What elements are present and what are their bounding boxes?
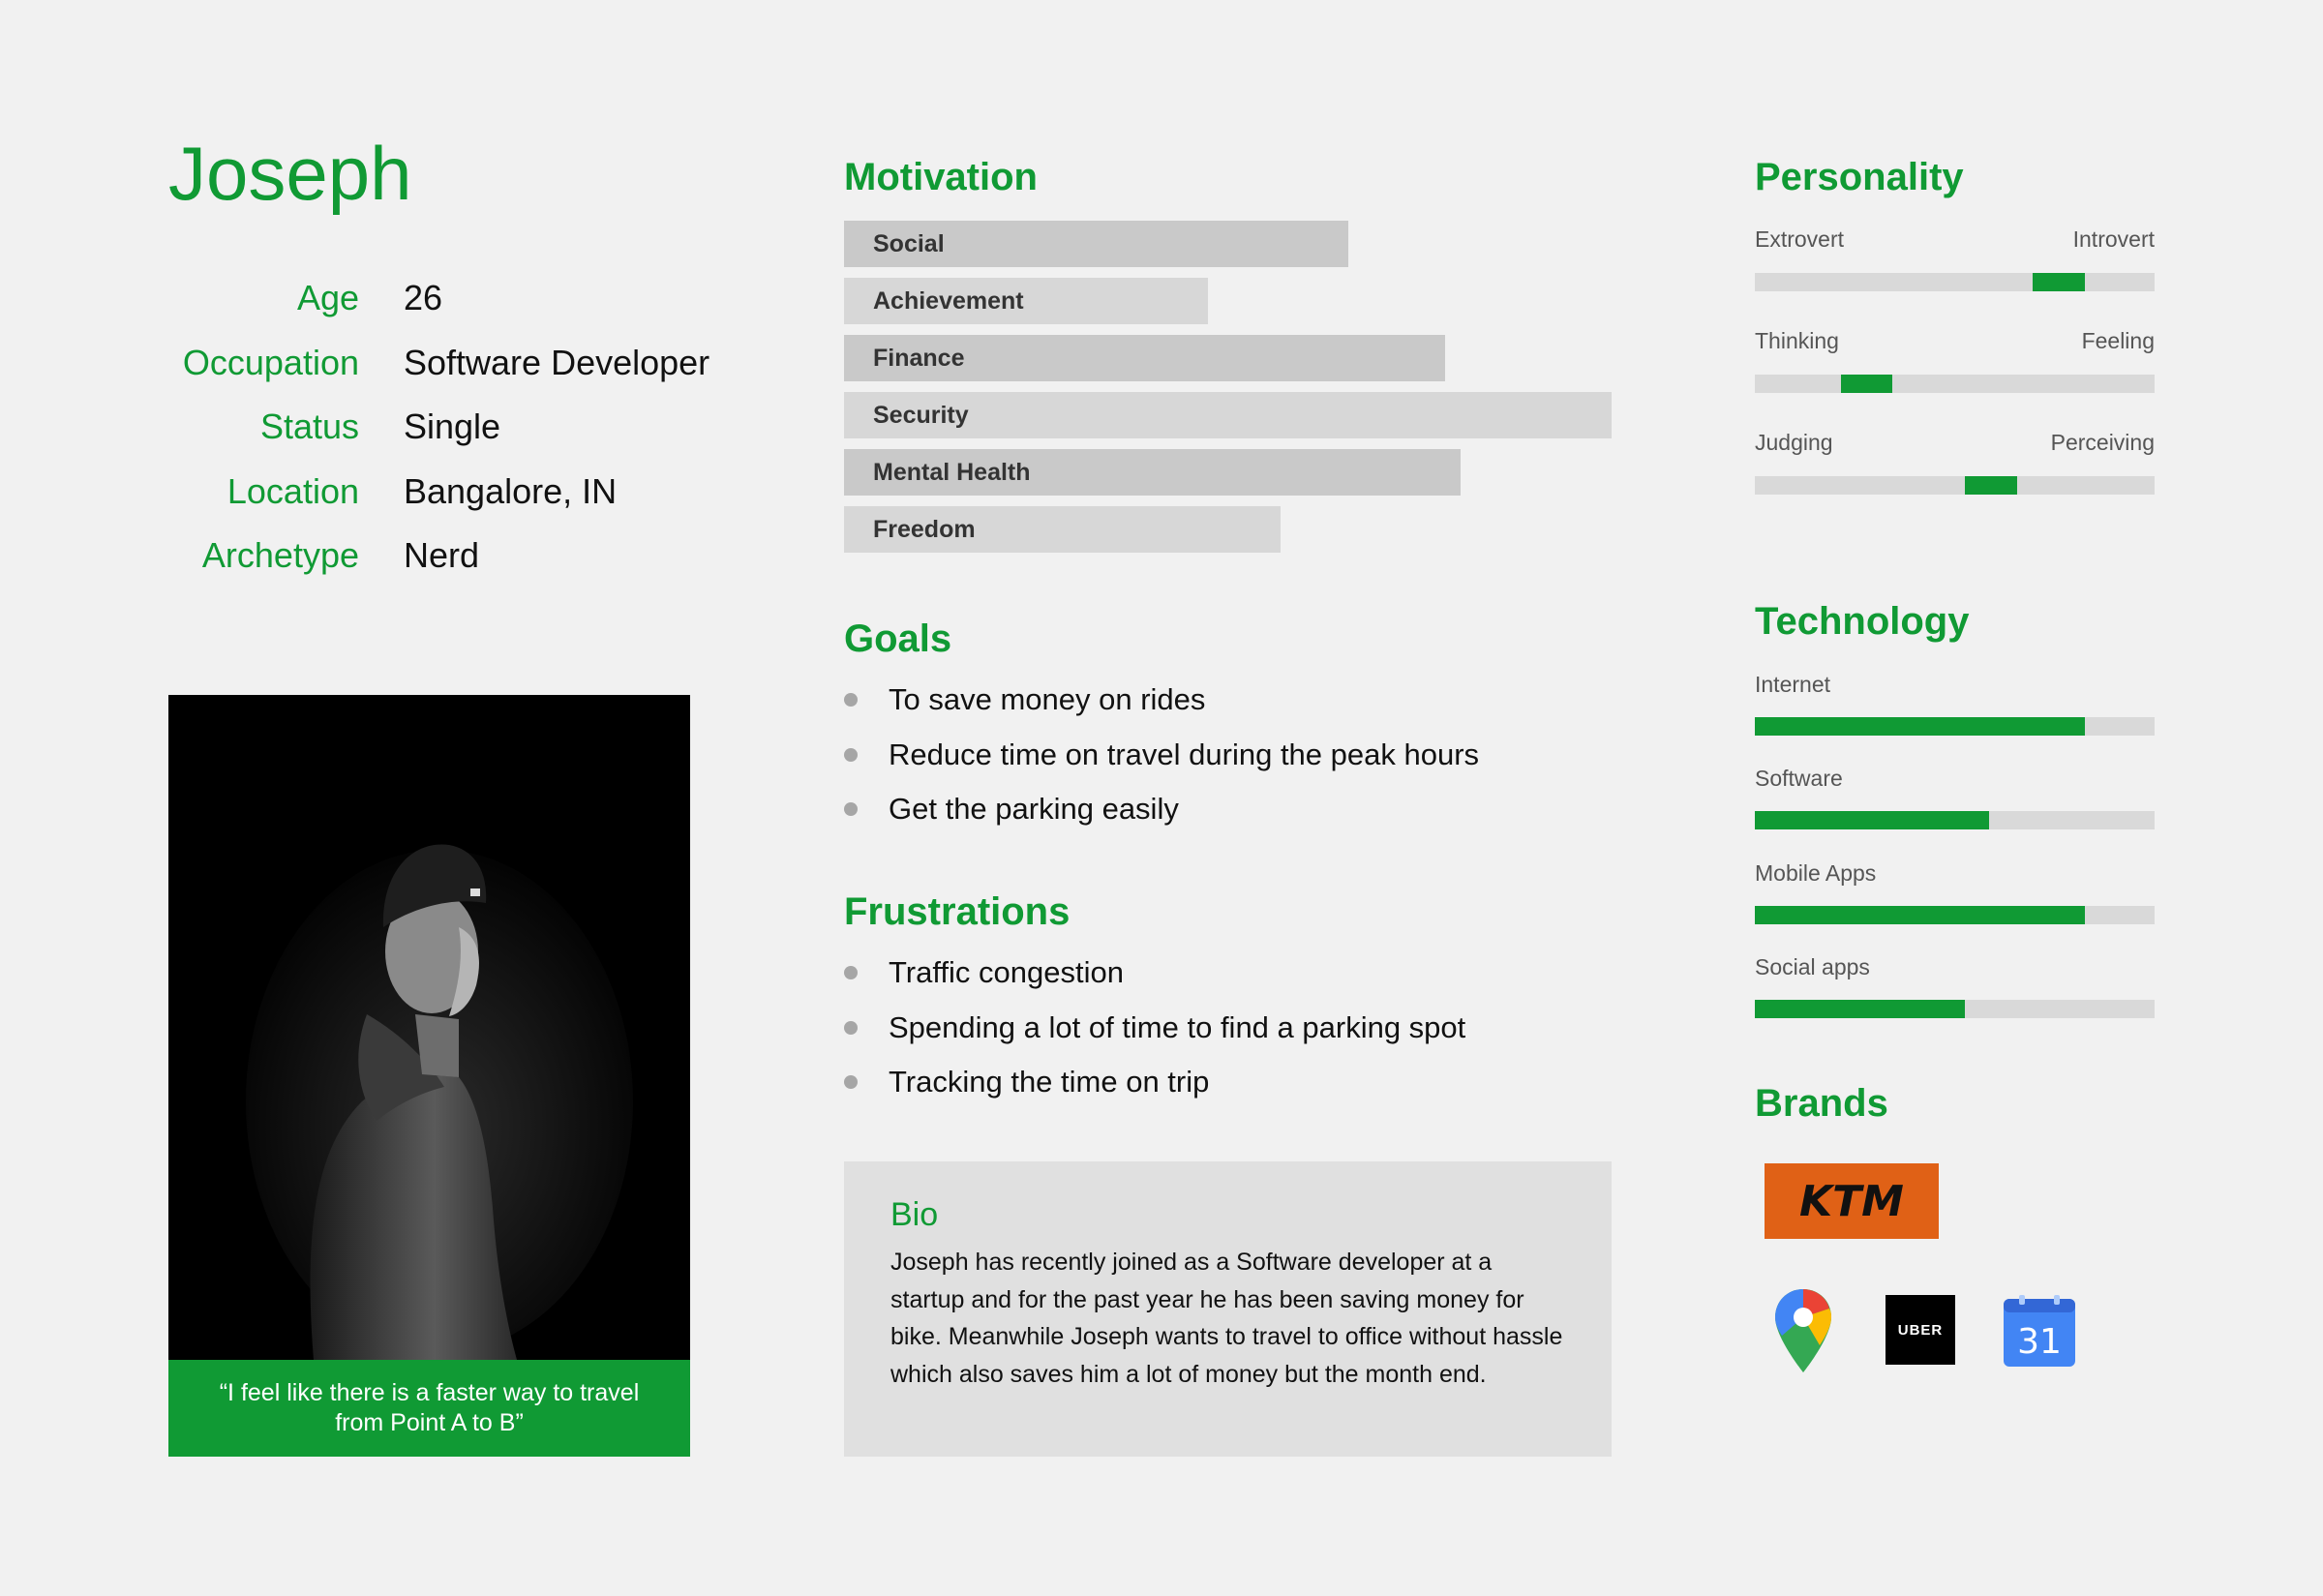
trait-right-label: Perceiving [2050,430,2155,455]
motivation-list [844,221,1612,563]
tech-label: Internet [1755,672,1830,697]
persona-info [168,266,749,588]
tech-track [1755,717,2155,736]
personality-title: Personality [1755,156,1964,198]
tech-social-apps [1755,954,2155,1018]
bio-card [844,1161,1612,1457]
list-item: Spending a lot of time to find a parking spot [844,1009,1618,1064]
tech-track [1755,906,2155,924]
person-silhouette-icon [168,695,690,1360]
persona-photo [168,695,690,1360]
tech-fill [1755,717,2085,736]
info-key: Archetype [201,535,359,576]
motivation-bar: Mental Health [844,449,1461,496]
goals-title: Goals [844,617,952,660]
info-row-age [168,266,749,331]
trait-left-label: Extrovert [1755,226,1845,252]
trait-right-label: Introvert [2072,226,2155,252]
info-row-status [168,395,749,460]
motivation-bar: Achievement [844,278,1208,324]
trait-left-label: Judging [1755,430,1833,455]
motivation-title: Motivation [844,156,1038,198]
trait-left-label: Thinking [1755,328,1839,353]
trait-marker [1965,476,2017,495]
info-value: Bangalore, IN [404,470,618,511]
tech-software [1755,766,2155,829]
tech-fill [1755,1000,1965,1018]
info-value: Software Developer [404,342,710,382]
motivation-bar: Security [844,392,1612,438]
list-item: To save money on rides [844,680,1618,736]
info-value: 26 [404,278,443,318]
technology-title: Technology [1755,600,1970,643]
tech-fill [1755,906,2085,924]
info-row-archetype [168,524,749,588]
info-key: Occupation [182,342,359,382]
info-key: Age [296,278,359,318]
list-item: Reduce time on travel during the peak hours [844,736,1618,791]
persona-name: Joseph [168,131,412,216]
info-key: Location [226,470,359,511]
goals-list [844,680,1618,845]
list-item: Get the parking easily [844,790,1618,845]
info-key: Status [259,407,359,447]
tech-internet [1755,672,2155,736]
list-item: Tracking the time on trip [844,1063,1618,1118]
trait-right-label: Feeling [2081,328,2155,353]
trait-track [1755,476,2155,495]
frustrations-list [844,953,1618,1118]
motivation-bar: Finance [844,335,1445,381]
uber-logo-icon: UBER [1886,1295,1955,1365]
trait-marker [2033,273,2085,291]
trait-marker [1841,375,1893,393]
info-row-location [168,460,749,525]
tech-label: Mobile Apps [1755,860,1877,886]
bio-text: Joseph has recently joined as a Software developer at a startup and for the past year he has been saving money for bike. Meanwhile Joseph wants to travel to office without hassle which also saves him a lot of money but the month end. [890,1249,1563,1388]
google-calendar-icon [2002,1293,2077,1369]
tech-track [1755,1000,2155,1018]
motivation-bar: Freedom [844,506,1281,553]
trait-track [1755,273,2155,291]
info-value: Nerd [404,535,480,576]
motivation-bar: Social [844,221,1348,267]
persona-quote: “I feel like there is a faster way to travel from Point A to B” [168,1360,690,1457]
info-value: Single [404,407,501,447]
ktm-logo-text: KTM [1799,1177,1904,1225]
ktm-logo-icon [1765,1163,1939,1239]
calendar-day-text: 31 [2017,1322,2062,1362]
trait-thinking-feeling [1755,328,2155,393]
list-item: Traffic congestion [844,953,1618,1009]
info-row-occupation [168,331,749,396]
brands-title: Brands [1755,1082,1888,1125]
tech-label: Software [1755,766,1843,791]
trait-judging-perceiving [1755,430,2155,495]
tech-fill [1755,811,1989,829]
google-maps-icon [1773,1287,1833,1374]
tech-label: Social apps [1755,954,1870,979]
frustrations-title: Frustrations [844,890,1071,933]
tech-mobile-apps [1755,860,2155,924]
tech-track [1755,811,2155,829]
bio-title: Bio [890,1196,939,1233]
trait-extrovert-introvert [1755,226,2155,291]
trait-track [1755,375,2155,393]
